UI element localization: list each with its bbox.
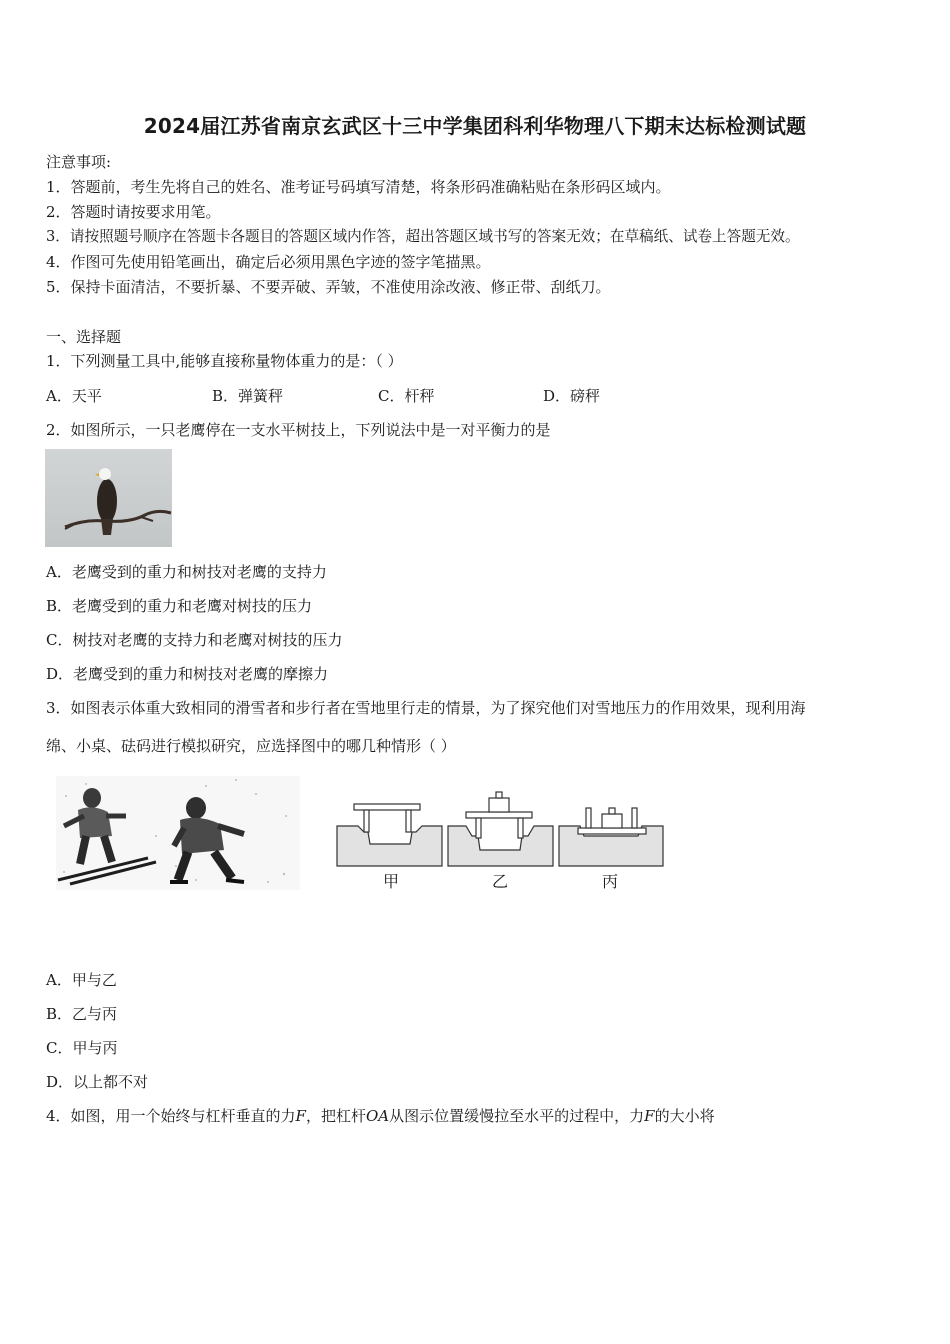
q4-var-oa: OA — [365, 1107, 390, 1125]
q4-var-f: F — [295, 1107, 306, 1125]
q4-stem-b: ，把杠杆 — [305, 1107, 366, 1125]
q3-option-d: D．以上都不对 — [46, 1073, 149, 1091]
sponge-yi — [448, 826, 553, 866]
skier-walker-illustration — [56, 776, 300, 890]
notice-heading: 注意事项: — [46, 153, 112, 171]
q1-option-c: C．杆秤 — [378, 387, 435, 405]
notice-item-4: 4．作图可先使用铅笔画出，确定后必须用黑色字迹的签字笔描黑。 — [46, 253, 491, 271]
q3-option-a: A．甲与乙 — [46, 971, 117, 989]
q4-stem-a: 4．如图，用一个始终与杠杆垂直的力 — [46, 1107, 296, 1125]
notice-item-1: 1．答题前，考生先将自己的姓名、准考证号码填写清楚，将条形码准确粘贴在条形码区域内。 — [46, 178, 671, 196]
q1-option-d: D．磅秤 — [543, 387, 601, 405]
q4-stem — [46, 1106, 715, 1126]
sponge-jia — [337, 826, 442, 866]
q2-stem: 2．如图所示，一只老鹰停在一支水平树技上，下列说法中是一对平衡力的是 — [46, 421, 551, 439]
notice-item-5: 5．保持卡面清洁，不要折暴、不要弄破、弄皱，不准使用涂改液、修正带、刮纸刀。 — [46, 278, 611, 296]
eagle-on-branch-photo — [45, 449, 172, 547]
q2-option-d: D．老鹰受到的重力和树技对老鹰的摩擦力 — [46, 665, 329, 683]
q3-option-b: B．乙与丙 — [46, 1005, 118, 1023]
notice-item-3: 3．请按照题号顺序在答题卡各题目的答题区域内作答，超出答题区域书写的答案无效；在草稿纸、试卷上答题无效。 — [46, 228, 800, 245]
q4-var-f2: F — [644, 1107, 655, 1125]
notice-item-2: 2．答题时请按要求用笔。 — [46, 203, 221, 221]
figure-label-jia: 甲 — [383, 872, 400, 891]
q1-option-a: A．天平 — [46, 387, 102, 405]
q3-option-c: C．甲与丙 — [46, 1039, 118, 1057]
q2-option-b: B．老鹰受到的重力和老鹰对树技的压力 — [46, 597, 313, 615]
page-title: 2024届江苏省南京玄武区十三中学集团科利华物理八下期末达标检测试题 — [143, 114, 807, 138]
figure-label-bing: 丙 — [602, 872, 619, 891]
q1-stem: 1．下列测量工具中,能够直接称量物体重力的是：（ ） — [46, 352, 403, 370]
section-heading: 一、选择题 — [46, 328, 122, 346]
q2-option-a: A．老鹰受到的重力和树技对老鹰的支持力 — [46, 563, 327, 581]
q4-stem-c: 从图示位置缓慢拉至水平的过程中，力 — [389, 1107, 645, 1125]
q3-stem-line1: 3．如图表示体重大致相同的滑雪者和步行者在雪地里行走的情景，为了探究他们对雪地压力的作用效果，现利用海 — [46, 699, 806, 717]
q3-stem-line2: 绵、小桌、砝码进行模拟研究，应选择图中的哪几种情形（ ） — [46, 737, 456, 755]
q4-stem-d: 的大小将 — [654, 1107, 715, 1125]
q1-option-b: B．弹簧秤 — [212, 387, 284, 405]
figure-label-yi: 乙 — [492, 872, 509, 891]
q2-option-c: C．树技对老鹰的支持力和老鹰对树技的压力 — [46, 631, 343, 649]
